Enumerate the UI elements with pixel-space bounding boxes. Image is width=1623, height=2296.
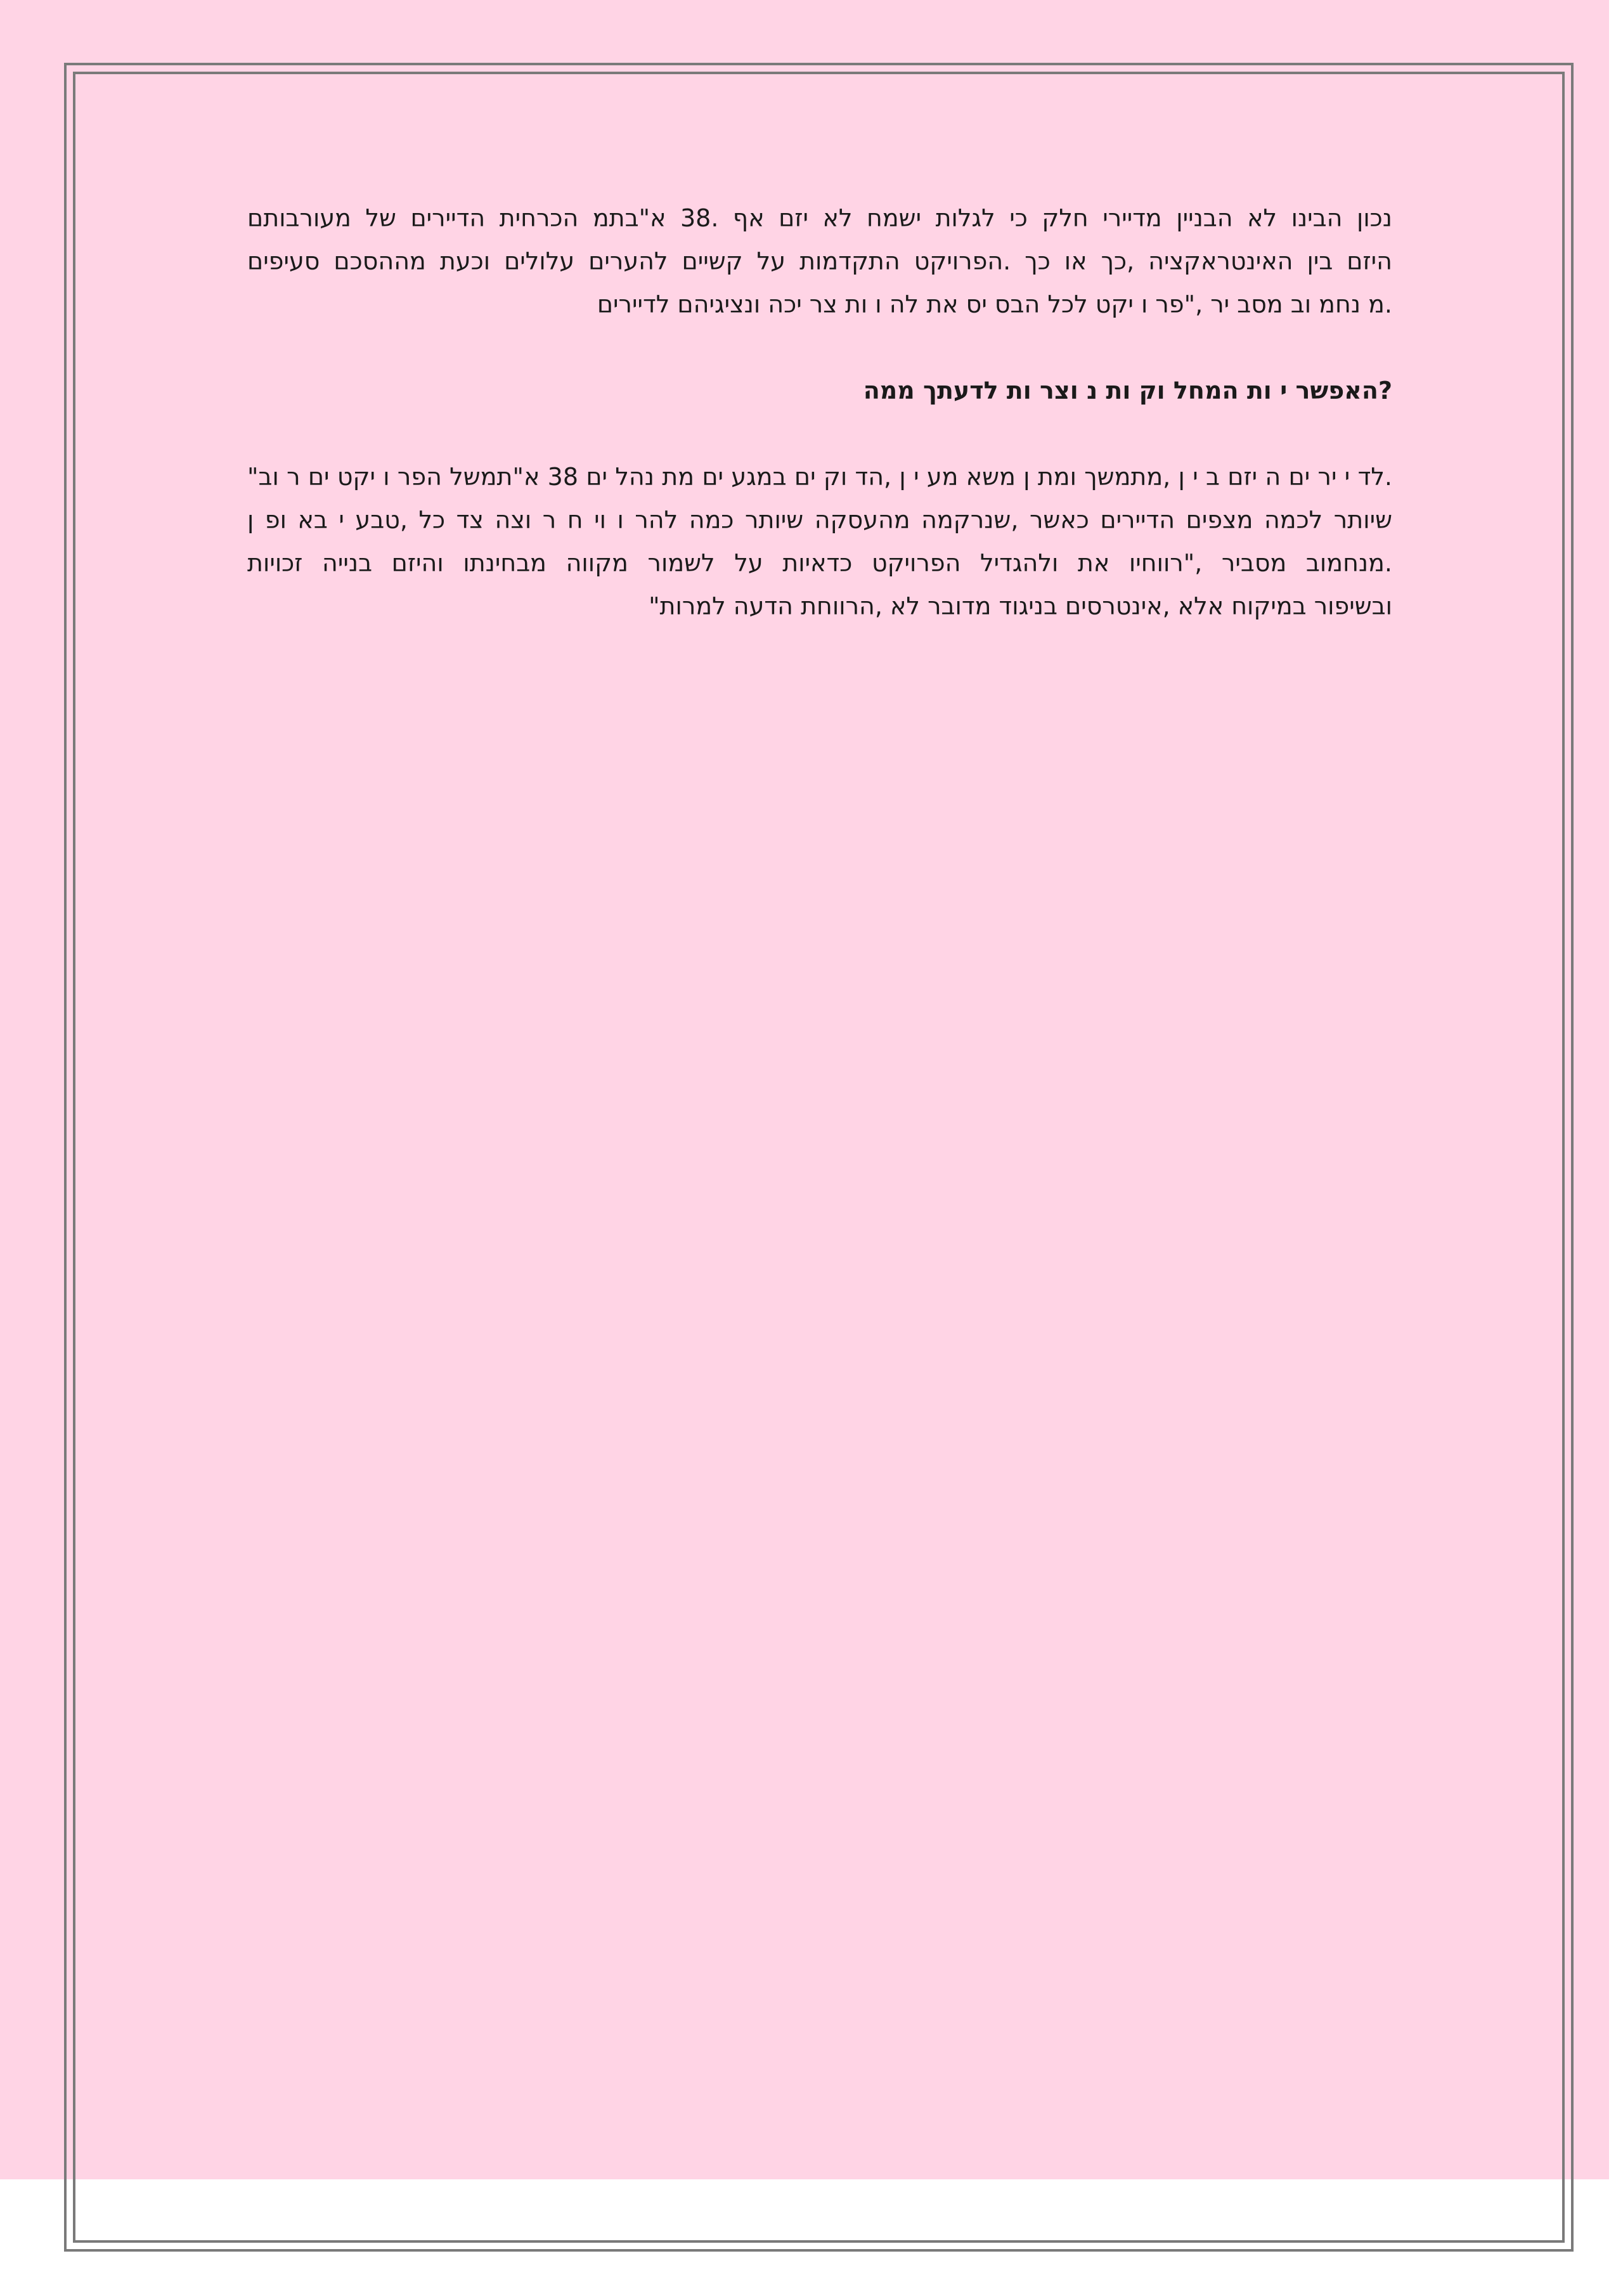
paragraph-2-line-3: .מנחמוב מסביר ,"רווחיו את ולהגדיל הפרויקט כדאיות על לשמור מקווה מבחינתו והיזם בנייה זכויות	[247, 549, 1392, 577]
question-heading: ?האפשר י ות המחל וק ות נ וצר ות לדעתך ממה	[863, 377, 1392, 405]
paragraph-1-line-3: .מ נחמ וב מסב יר ,"פר ו יקט לכל הבס יס את לה ו ות צר יכה ונציגיהם לדיירים	[597, 290, 1392, 318]
paragraph-1-line-1: נכון הבינו לא הבניין מדיירי חלק כי לגלות ישמח לא יזם אף .38 א"בתמ הכרחית הדיירים של מעורבותם	[247, 204, 1392, 232]
paragraph-1-line-2: היזם בין האינטראקציה ,כך או כך .הפרויקט התקדמות על קשיים להערים עלולים וכעת מההסכם סעיפים	[247, 247, 1392, 275]
paragraph-1	[247, 197, 1392, 326]
paragraph-2-line-2: שיותר לכמה מצפים הדיירים כאשר ,שנרקמה מהעסקה שיותר כמה להר ו וי ח ר וצה צד כל ,טבע י בא ופ ן	[247, 506, 1392, 534]
paragraph-2-line-1: .לד י יר ים ה יזם ב י ן ,מתמשך ומת ן משא מע י ן ,הד וק ים במגע ים מת נהל ים 38 א"תמשל הפר ו יקט ים ר וב"	[247, 463, 1392, 491]
document-body	[247, 197, 1392, 628]
paragraph-2-line-4: ובשיפור במיקוח אלא ,אינטרסים בניגוד מדובר לא ,הרווחת הדעה למרות"	[649, 592, 1392, 620]
paragraph-2	[247, 455, 1392, 628]
